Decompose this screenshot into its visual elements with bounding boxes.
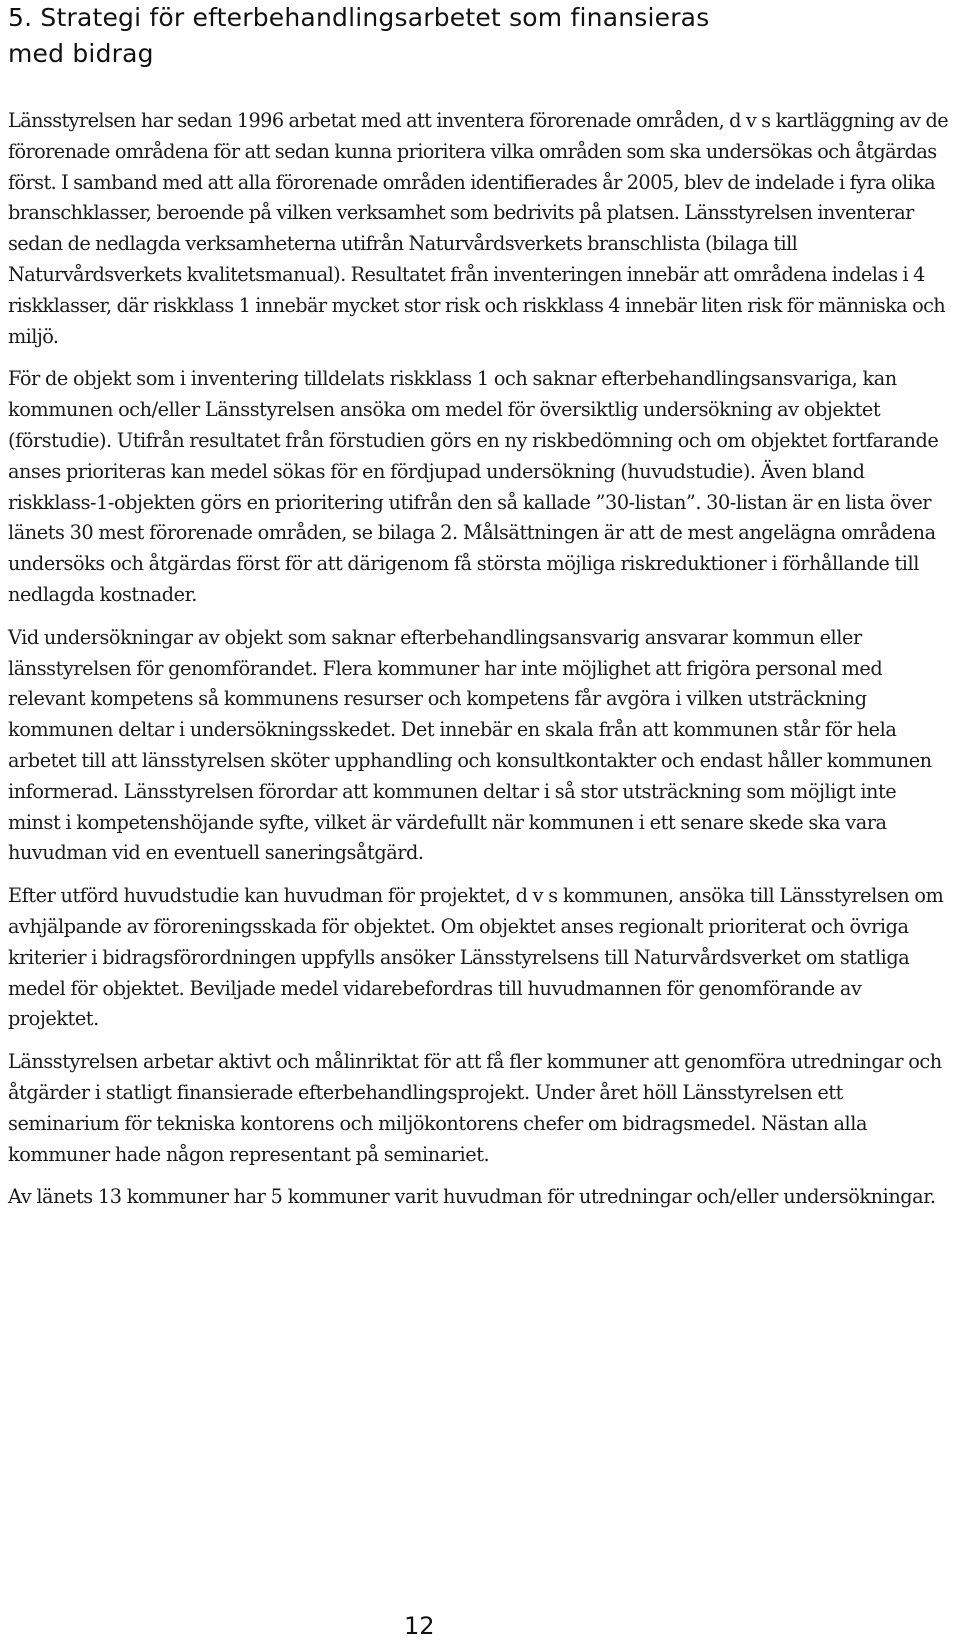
paragraph-active-work: Länsstyrelsen arbetar aktivt och målinriktat för att få fler kommuner att genomföra utredningar och åtgärder i statligt finansierade efterbehandlingsprojekt. Under året höll Länsstyrelsen ett seminarium för tekniska kontorens och miljökontorens chefer om bidragsmedel. Nästan alla kommuner hade någon representant på seminariet.: [8, 1050, 942, 1166]
paragraph-municipalities: Av länets 13 kommuner har 5 kommuner varit huvudman för utredningar och/eller undersökningar.: [8, 1185, 936, 1209]
paragraph-investigations: Vid undersökningar av objekt som saknar efterbehandlingsansvarig ansvarar kommun eller länsstyrelsen för genomförandet. Flera kommuner har inte möjlighet att frigöra personal med relevant kompetens så kommunens resurser och kompetens får avgöra i vilken utsträckning kommunen deltar i undersökningsskedet. Det innebär en skala från att kommunen står för hela arbetet till att länsstyrelsen sköter upphandling och konsultkontakter och endast håller kommunen informerad. Länsstyrelsen förordar att kommunen deltar i så stor utsträckning som möjligt inte minst i kompetenshöjande syfte, vilket är värdefullt när kommunen i ett senare skede ska vara huvudman vid en eventuell saneringsåtgärd.: [8, 625, 932, 865]
section-heading-line-2: med bidrag: [8, 39, 154, 68]
section-heading: [8, 0, 948, 72]
paragraph-risk-class-1: För de objekt som i inventering tilldelats riskklass 1 och saknar efterbehandlingsansvariga, kan kommunen och/eller Länsstyrelsen ansöka om medel för översiktlig undersökning av objektet (förstudie). Utifrån resultatet från förstudien görs en ny riskbedömning och om objektet fortfarande anses prioriteras kan medel sökas för en fördjupad undersökning (huvudstudie). Även bland riskklass-1-objekten görs en prioritering utifrån den så kallade ”30-listan”. 30-listan är en lista över länets 30 mest förorenade områden, se bilaga 2. Målsättningen är att de mest angelägna områdena undersöks och åtgärdas först för att därigenom få största möjliga riskreduktioner i förhållande till nedlagda kostnader.: [8, 367, 939, 606]
section-heading-line-1: 5. Strategi för efterbehandlingsarbetet som finansieras: [8, 3, 710, 32]
page-number: 12: [404, 1612, 435, 1640]
paragraph-main-study: Efter utförd huvudstudie kan huvudman för projektet, d v s kommunen, ansöka till Länsstyrelsen om avhjälpande av föroreningsskada för objektet. Om objektet anses regionalt prioriterat och övriga kriterier i bidragsförordningen uppfylls ansöker Länsstyrelsens till Naturvårdsverket om statliga medel för objektet. Beviljade medel vidarebefordras till huvudmannen för genomförande av projektet.: [8, 884, 944, 1031]
document-page: [8, 0, 948, 1225]
body-text: [8, 106, 948, 1213]
paragraph-inventory: Länsstyrelsen har sedan 1996 arbetat med att inventera förorenade områden, d v s kartläggning av de förorenade områdena för att sedan kunna prioritera vilka områden som ska undersökas och åtgärdas först. I samband med att alla förorenade områden identifierades år 2005, blev de indelade i fyra olika branschklasser, beroende på vilken verksamhet som bedrivits på platsen. Länsstyrelsen inventerar sedan de nedlagda verksamheterna utifrån Naturvårdsverkets branschlista (bilaga till Naturvårdsverkets kvalitetsmanual). Resultatet från inventeringen innebär att områdena indelas i 4 riskklasser, där riskklass 1 innebär mycket stor risk och riskklass 4 innebär liten risk för människa och miljö.: [8, 109, 949, 348]
